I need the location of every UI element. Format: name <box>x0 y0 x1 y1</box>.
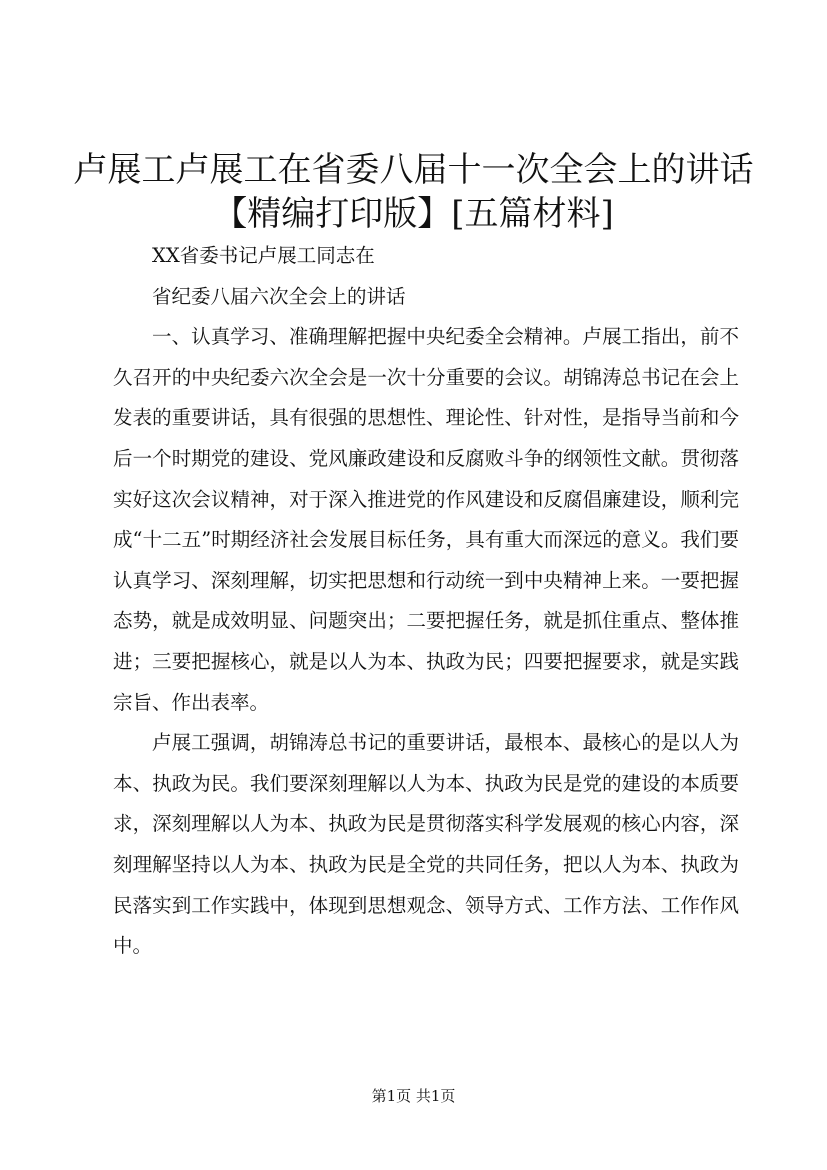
paragraph: XX省委书记卢展工同志在 <box>152 244 375 267</box>
paragraph: 卢展工强调，胡锦涛总书记的重要讲话，最根本、最核心的是以人为本、执政为民。我们要深刻理解以人为本、执政为民是党的建设的本质要求，深刻理解以人为本、执政为民是贯彻落实科学发展观的核心内容，深刻理解坚持以人为本、执政为民是全党的共同任务，把以人为本、执政为民落实到工作实践中，体现到思想观念、领导方式、工作方法、工作作风中。 <box>113 731 739 958</box>
paragraph: 一、认真学习、准确理解把握中央纪委全会精神。卢展工指出，前不久召开的中央纪委六次全会是一次十分重要的会议。胡锦涛总书记在会上发表的重要讲话，具有很强的思想性、理论性、针对性，是指导当前和今后一个时期党的建设、党风廉政建设和反腐败斗争的纲领性文献。贯彻落实好这次会议精神，对于深入推进党的作风建设和反腐倡廉建设，顺利完成“十二五”时期经济社会发展目标任务，具有重大而深远的意义。我们要认真学习、深刻理解，切实把思想和行动统一到中央精神上来。一要把握态势，就是成效明显、问题突出；二要把握任务，就是抓住重点、整体推进；三要把握核心，就是以人为本、执政为民；四要把握要求，就是实践宗旨、作出表率。 <box>113 325 739 714</box>
document-title: 卢展工卢展工在省委八届十一次全会上的讲话 <box>73 150 754 190</box>
page-footer: 第1页 共1页 <box>371 1087 456 1105</box>
paragraph: 省纪委八届六次全会上的讲话 <box>152 284 406 308</box>
document-subtitle: 【精编打印版】[五篇材料] <box>213 194 614 234</box>
document-body <box>113 236 739 967</box>
